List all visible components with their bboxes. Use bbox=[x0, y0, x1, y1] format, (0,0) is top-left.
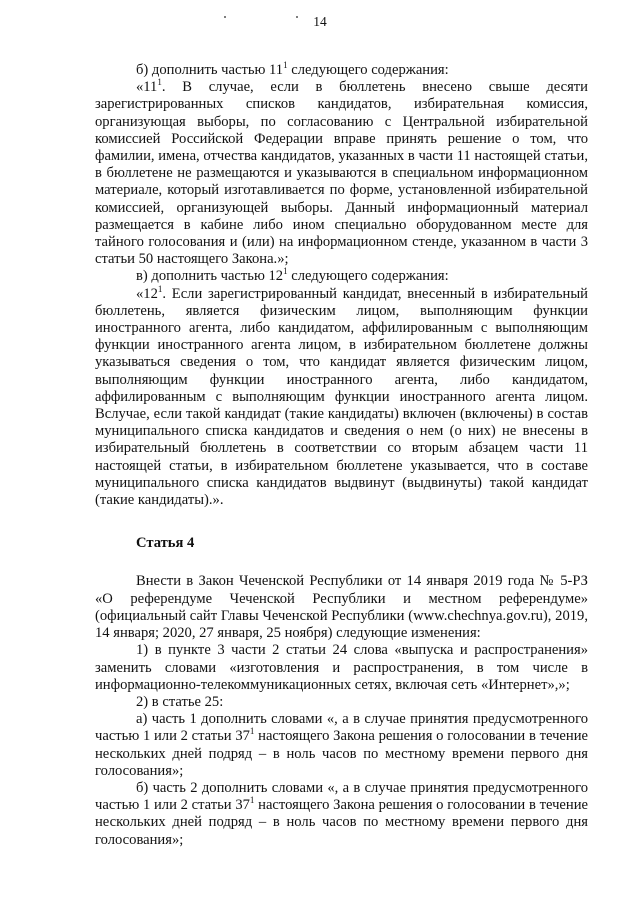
paragraph-item-2: 2) в статье 25: bbox=[136, 693, 224, 710]
page-number: 14 bbox=[313, 14, 327, 29]
paragraph-part-11-1: «$11^1$. В случае, если в бюллетень внесено свыше десяти зарегистрированных списков кандидатов, избирательная комиссия, организующая выборы, по согласованию с Центральной избирательной комиссией Российской Федерации вправе принять решение о том, что фамилии, имена, отчества кандидатов, указанных в части 11 настоящей статьи, в бюллетене не размещаются и указываются в специальном информационном материале, который изготавливается по форме, установленной избирательной комиссией, организующей выборы. Данный информационный материал размещается в кабине либо ином специально оборудованном месте для тайного голосования и (или) на информационном стенде, указанном в части 3 статьи 50 настоящего Закона.»; bbox=[95, 77, 588, 268]
article-heading: Статья 4 bbox=[136, 535, 195, 552]
paragraph-article-intro: Внести в Закон Чеченской Республики от 14 января 2019 года № 5-РЗ «О референдуме Чеченской Республики и местном референдуме» (официальный сайт Главы Чеченской Республики (www.chechnya.gov.ru), 2019, 14 января; 2020, 27 января, 25 ноября) следующие изменения: bbox=[95, 573, 588, 642]
paragraph-part-12-1: «$12^1$. Если зарегистрированный кандидат, внесенный в избирательный бюллетень, является физическим лицом, выполняющим функции иностранного агента, либо кандидатом, аффилированным с выполняющим функции иностранного агента лицом, в избирательном бюллетене должны указываться сведения о том, что кандидат является физическим лицом, выполняющим функции иностранного агента, либо кандидатом, аффилированным с выполняющим функции иностранного агента лицом. Вслучае, если такой кандидат (такие кандидаты) включен (включены) в состав муниципального списка кандидатов и сведения о нем (о них) не внесены в избирательный бюллетень в соответствии со вторым абзацем части 11 настоящей статьи, в избирательном бюллетене указывается, что в составе муниципального списка кандидатов выдвинут (выдвинуты) такой кандидат (такие кандидаты).». bbox=[95, 283, 588, 509]
scan-artifact bbox=[224, 16, 226, 18]
paragraph-item-1: 1) в пункте 3 части 2 статьи 24 слова «выпуска и распространения» заменить словами «изготовления и распространения, в том числе в информационно-телекоммуникационных сетях, включая сеть «Интернет»,»; bbox=[95, 642, 588, 693]
scan-artifact bbox=[296, 16, 298, 18]
paragraph-b-amend: б) дополнить частью $11^1$ следующего содержания: bbox=[136, 60, 449, 78]
document-body bbox=[95, 62, 588, 849]
paragraph-subitem-b: б) часть 2 дополнить словами «, а в случае принятия предусмотренного частью 1 или 2 статьи $37^1$ настоящего Закона решения о голосовании в течение нескольких дней подряд – в ноль часов по местному времени первого дня голосования»; bbox=[95, 779, 588, 848]
paragraph-subitem-a: а) часть 1 дополнить словами «, а в случае принятия предусмотренного частью 1 или 2 статьи $37^1$ настоящего Закона решения о голосовании в течение нескольких дней подряд – в ноль часов по местному времени первого дня голосования»; bbox=[95, 711, 588, 779]
paragraph-v-amend: в) дополнить частью $12^1$ следующего содержания: bbox=[136, 266, 449, 285]
